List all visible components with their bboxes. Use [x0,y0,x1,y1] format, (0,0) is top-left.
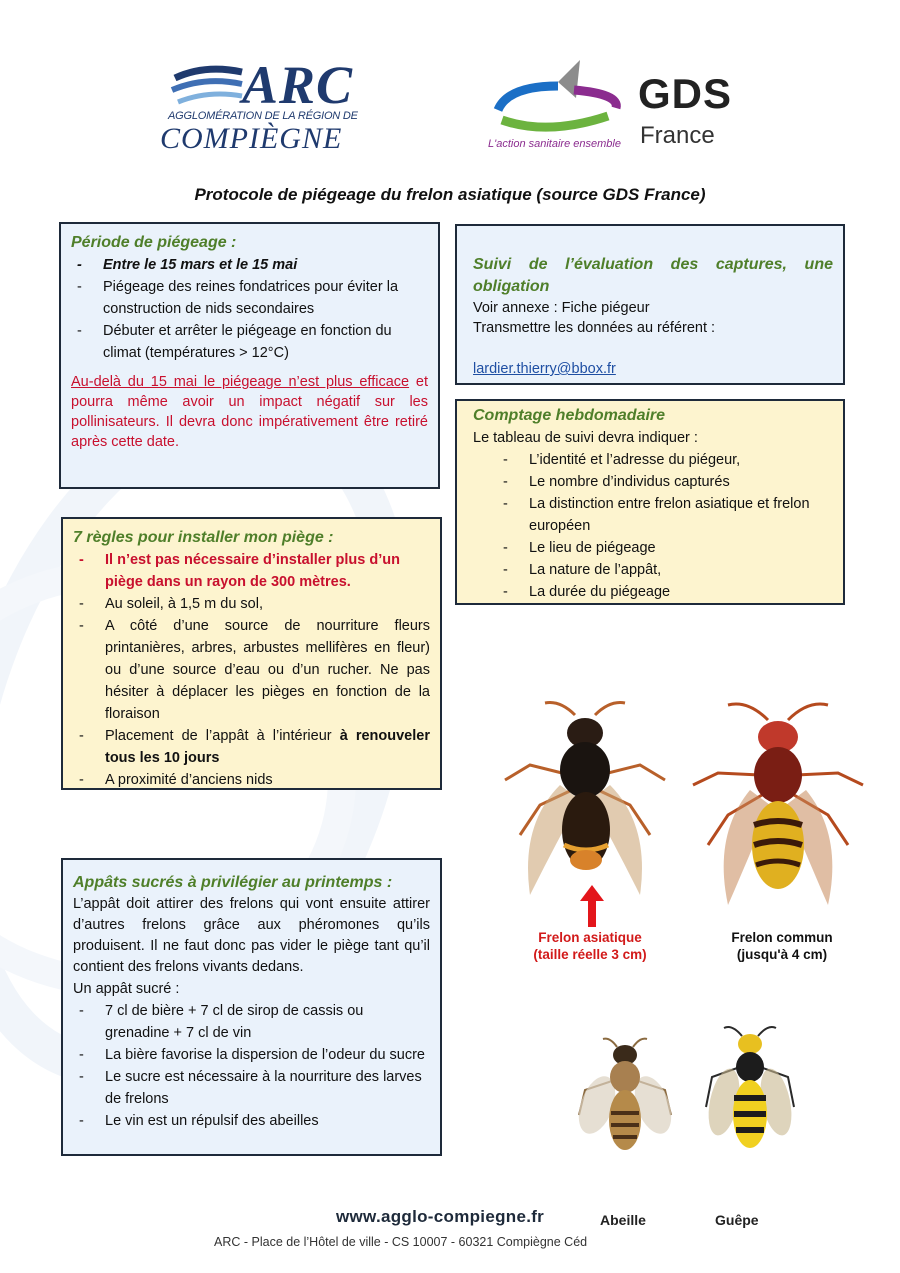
comptage-title: Comptage hebdomadaire [473,407,666,424]
periode-title: Période de piégeage : [71,234,237,251]
appats-box [61,858,442,1156]
asian-hornet-label-1: Frelon asiatique [538,930,642,945]
list-item: - Débuter et arrêter le piégeage en fonction du climat (températures > 12°C) [71,320,428,364]
gds-logo [488,58,778,158]
list-item: - Entre le 15 mars et le 15 mai [71,254,428,276]
common-hornet-label-1: Frelon commun [731,930,833,945]
arc-logo-main: ARC [242,55,354,115]
arc-logo-city: COMPIÈGNE [160,122,343,155]
list-item: - La durée du piégeage [497,581,833,603]
gds-logo-country: France [640,122,715,149]
wasp-label: Guêpe [715,1212,759,1228]
appats-title: Appâts sucrés à privilégier au printemps : [73,874,393,891]
regles-item4-text: Placement de l’appât à l’intérieur [105,728,340,744]
asian-hornet-label [520,929,660,963]
email-link[interactable]: lardier.thierry@bbox.fr [473,361,616,377]
arc-logo [160,55,370,158]
list-item: - Le vin est un répulsif des abeilles [73,1110,430,1132]
regles-box [61,517,442,790]
appats-sub: Un appât sucré : [73,981,180,997]
list-item: - A proximité d’anciens nids [73,769,430,791]
periode-list [71,254,428,364]
list-item: - La nature de l’appât, [497,559,833,581]
list-item: - A côté d’une source de nourriture fleurs printanières, arbres, arbustes mellifères en fleur) ou d’une source d’eau ou d’un rucher. Ne pas hésiter à déplacer les pièges en fonction de la floraison [73,615,430,725]
website-link[interactable]: www.agglo-compiegne.fr [336,1207,545,1226]
bee-image [575,1035,675,1160]
common-hornet-image [688,695,868,925]
list-item: - Le lieu de piégeage [497,537,833,559]
suivi-line1: Voir annexe : Fiche piégeur [473,300,650,316]
list-item: - Le sucre est nécessaire à la nourriture des larves de frelons [73,1066,430,1110]
list-item: - L’identité et l’adresse du piégeur, [497,449,833,471]
asian-hornet-image [500,695,670,910]
regles-title: 7 règles pour installer mon piège : [73,529,334,546]
arrow-up-icon [580,885,604,927]
suivi-box [455,224,845,385]
common-hornet-label [712,929,852,963]
suivi-line2: Transmettre les données au référent : [473,320,716,336]
periode-warning-underlined: Au-delà du 15 mai le piégeage n’est plus efficace [71,374,410,390]
regles-list [73,549,430,791]
appats-list [73,1000,430,1132]
gds-swirl-icon [488,58,628,138]
comptage-box [455,399,845,605]
list-item: - Piégeage des reines fondatrices pour éviter la construction de nids secondaires [71,276,428,320]
appats-intro: L’appât doit attirer des frelons qui vont ensuite attirer d’autres frelons grâce aux phéromones qu’ils produisent. Il ne faut donc pas vider le piège tant qu’il contient des frelons vivants dedans. [73,896,430,975]
list-item: - Il n’est pas nécessaire d’installer plus d’un piège dans un rayon de 300 mètres. [73,549,430,593]
comptage-intro: Le tableau de suivi devra indiquer : [473,430,698,446]
periode-warning-rest: et pourra même avoir un impact négatif sur les pollinisateurs. Il devra donc impérativement être retiré après cette date. [71,374,428,450]
arc-waves-icon [170,62,250,112]
periode-box [59,222,440,489]
regles-item4-bold: à renouveler tous les 10 jours [105,728,430,766]
suivi-title: Suivi de l’évaluation des captures, une obligation [473,256,833,295]
footer-address: ARC - Place de l’Hôtel de ville - CS 10007 - 60321 Compiègne Céd [214,1235,588,1249]
list-item: - La distinction entre frelon asiatique et frelon européen [497,493,833,537]
arc-logo-sub: AGGLOMÉRATION DE LA RÉGION DE [168,110,358,122]
comptage-list [497,449,833,603]
gds-logo-main: GDS [638,70,733,117]
list-item [73,725,430,769]
list-item: - Le nombre d’individus capturés [497,471,833,493]
list-item: - Au soleil, à 1,5 m du sol, [73,593,430,615]
asian-hornet-label-2: (taille réelle 3 cm) [533,947,647,962]
list-item: - La bière favorise la dispersion de l’odeur du sucre [73,1044,430,1066]
periode-warning [71,372,428,452]
page-title: Protocole de piégeage du frelon asiatique (source GDS France) [194,185,706,204]
gds-logo-tagline: L'action sanitaire ensemble [488,138,621,150]
wasp-image [700,1022,800,1157]
bee-label: Abeille [600,1212,646,1228]
list-item: - 7 cl de bière + 7 cl de sirop de cassis ou grenadine + 7 cl de vin [73,1000,430,1044]
common-hornet-label-2: (jusqu'à 4 cm) [736,947,828,962]
